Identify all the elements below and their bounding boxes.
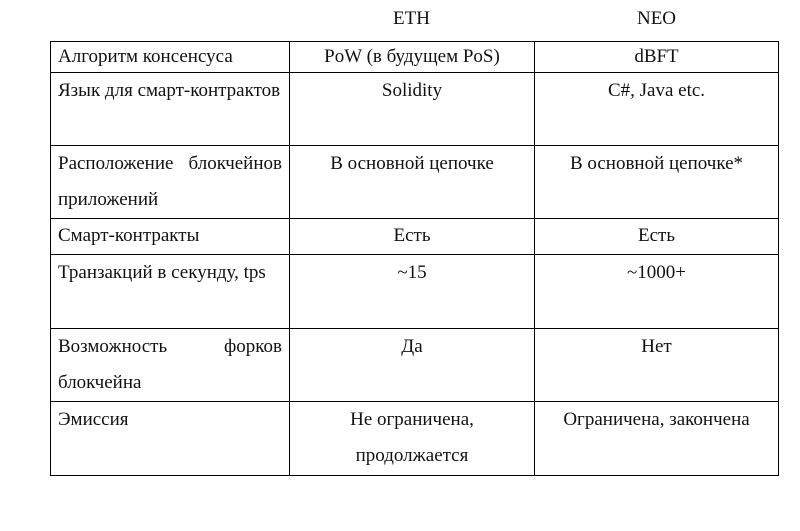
column-header-eth: ETH	[393, 8, 430, 29]
table-row-forks	[51, 329, 779, 402]
neo-value: dBFT	[535, 42, 779, 73]
eth-value: PoW (в будущем PoS)	[290, 42, 535, 73]
eth-value: Не ограничена, продолжается	[290, 402, 535, 476]
table-row-tps	[51, 255, 779, 329]
table-row-emission	[51, 402, 779, 476]
eth-value: Да	[290, 329, 535, 402]
table-row-smart-contracts	[51, 219, 779, 255]
row-label: Транзакций в секунду, tps	[51, 255, 290, 329]
row-label: Возможность форков блокчейна	[51, 329, 290, 402]
neo-value: Ограничена, закончена	[535, 402, 779, 476]
row-label: Эмиссия	[51, 402, 290, 476]
eth-value: В основной цепочке	[290, 146, 535, 219]
table-row-language	[51, 73, 779, 146]
neo-value: Нет	[535, 329, 779, 402]
neo-value: Есть	[535, 219, 779, 255]
row-label: Расположение блокчейнов приложений	[51, 146, 290, 219]
eth-value: Solidity	[290, 73, 535, 146]
eth-value: ~15	[290, 255, 535, 329]
column-header-neo: NEO	[636, 8, 677, 29]
comparison-table	[50, 41, 779, 476]
row-label: Язык для смарт-контрактов	[51, 73, 290, 146]
table-row-location	[51, 146, 779, 219]
neo-value: В основной цепочке*	[535, 146, 779, 219]
table-row-consensus	[51, 42, 779, 73]
eth-value: Есть	[290, 219, 535, 255]
row-label: Смарт-контракты	[51, 219, 290, 255]
neo-value: ~1000+	[535, 255, 779, 329]
row-label: Алгоритм консенсуса	[51, 42, 290, 73]
neo-value: C#, Java etc.	[535, 73, 779, 146]
